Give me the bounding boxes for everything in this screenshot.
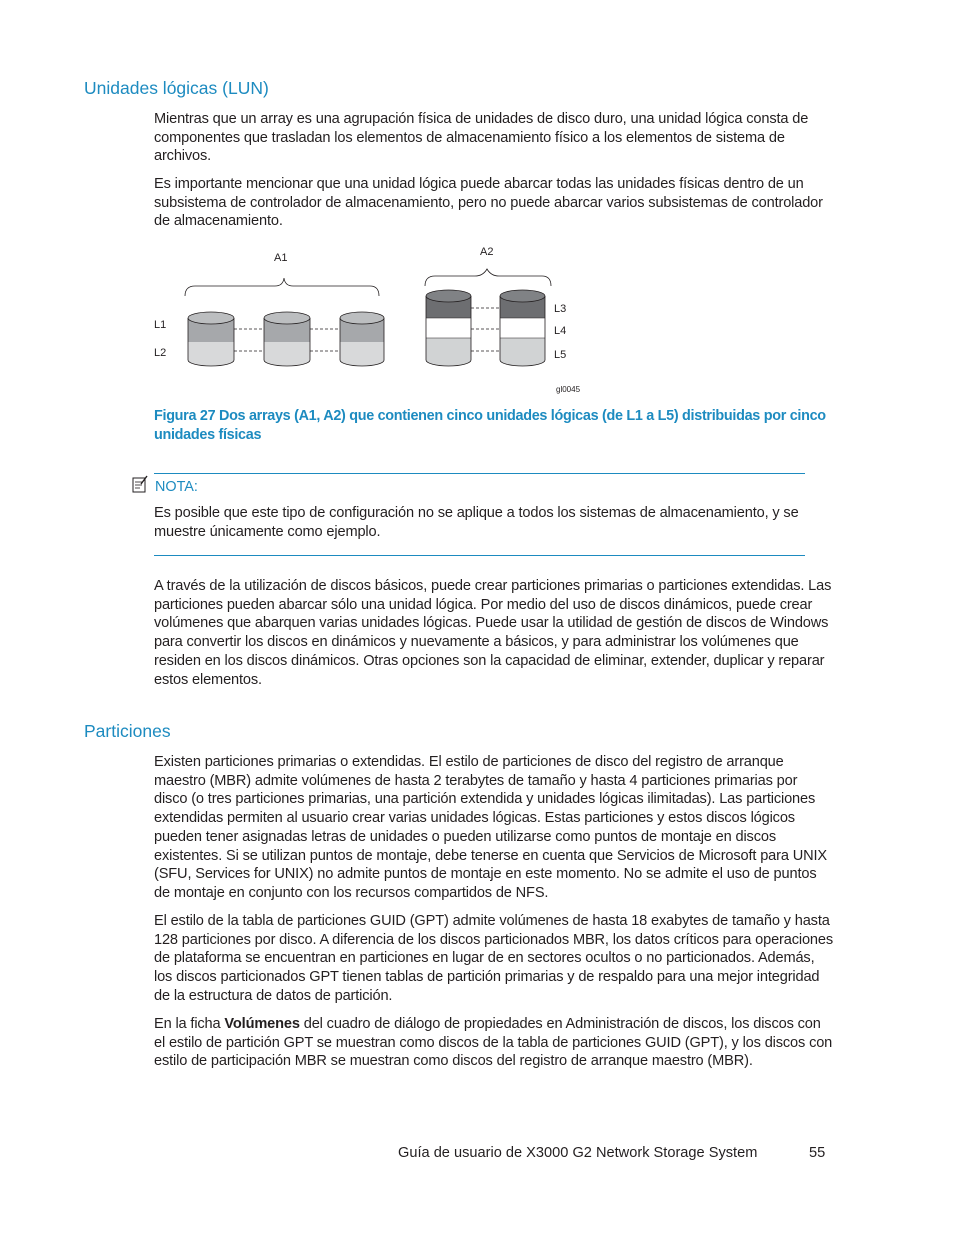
label-l5: L5 bbox=[554, 349, 567, 361]
array2-brace bbox=[425, 269, 551, 286]
note-bottom-rule bbox=[154, 555, 805, 556]
disks-paragraph: A través de la utilización de discos básicos, puede crear particiones primarias o particiones extendidas. Las particiones pueden abarcar sólo una unidad lógica. Por medio del uso de discos dinámicos, puede crear volúmenes que abarquen varias unidades lógicas. Puede usar la utilidad de gestión de discos de Windows para convertir los discos en dinámicos y nuevamente a básicos, y para administrar los volúmenes que residen en los discos dinámicos. Otras opciones son la capacidad de eliminar, extender, duplicar y reparar estos elementos. bbox=[154, 578, 832, 688]
para3-lead: En la ficha bbox=[154, 1016, 225, 1032]
note-top-rule bbox=[154, 473, 805, 474]
volumenes-tab-name: Volúmenes bbox=[224, 1016, 300, 1032]
figure-id: gl0045 bbox=[556, 385, 581, 394]
array1-brace bbox=[185, 278, 379, 296]
note-icon bbox=[132, 475, 148, 493]
array1-label: A1 bbox=[274, 252, 288, 264]
disk-a1-3 bbox=[340, 312, 384, 366]
arrays-figure bbox=[150, 238, 590, 408]
array2-label: A2 bbox=[480, 246, 494, 258]
label-l1: L1 bbox=[154, 319, 167, 331]
disk-a1-2 bbox=[264, 312, 310, 366]
figure-caption: Figura 27 Dos arrays (A1, A2) que contienen cinco unidades lógicas (de L1 a L5) distribuidas por cinco unidades físicas bbox=[154, 408, 826, 443]
section-title-particiones: Particiones bbox=[84, 721, 171, 741]
disk-a2-2 bbox=[500, 290, 545, 366]
note-label: NOTA: bbox=[155, 479, 198, 495]
label-l2: L2 bbox=[154, 347, 167, 359]
particiones-paragraph-2: El estilo de la tabla de particiones GUID (GPT) admite volúmenes de hasta 18 exabytes de tamaño y hasta 128 particiones por disco. A diferencia de los discos particionados MBR, los datos críticos para operaciones de plataforma se encuentran en particiones en lugar de en sectores ocultos o no particionados. Además, los discos particionados GPT tienen tablas de partición primarias y de respaldo para una mejor integridad de la estructura de datos de partición. bbox=[154, 913, 833, 1004]
label-l4: L4 bbox=[554, 325, 567, 337]
lun-paragraph-1: Mientras que un array es una agrupación física de unidades de disco duro, una unidad lógica consta de componentes que trasladan los elementos de almacenamiento físico a los elementos de sistema de archivos. bbox=[154, 111, 809, 165]
page-number: 55 bbox=[809, 1145, 826, 1161]
section-title-lun: Unidades lógicas (LUN) bbox=[84, 78, 269, 98]
particiones-paragraph-1: Existen particiones primarias o extendidas. El estilo de particiones de disco del registro de arranque maestro (MBR) admite volúmenes de hasta 2 terabytes de tamaño y hasta 4 particiones primarias por disco (o tres particiones primarias, una partición extendida y unidades lógicas ilimitadas). Las particiones extendidas permiten al usuario crear varias unidades lógicas. Estas particiones y estos discos lógicos pueden tener asignadas letras de unidades o pueden utilizarse como puntos de montaje en discos existentes. Si se utilizan puntos de montaje, debe tenerse en cuenta que Servicios de Microsoft para UNIX (SFU, Services for UNIX) no admite puntos de montaje en este momento. No se admite el uso de puntos de montaje en conjunto con los recursos compartidos de NFS. bbox=[154, 754, 827, 901]
note-text: Es posible que este tipo de configuración no se aplique a todos los sistemas de almacenamiento, y se muestre únicamente como ejemplo. bbox=[154, 505, 799, 540]
lun-paragraph-2: Es importante mencionar que una unidad lógica puede abarcar todas las unidades físicas dentro de un subsistema de controlador de almacenamiento, pero no puede abarcar varios subsistemas de controlador de almacenamiento. bbox=[154, 176, 823, 230]
a2-lun-links bbox=[471, 308, 500, 351]
para3-rest: del cuadro de diálogo de propiedades en Administración de discos, los discos con el estilo de partición GPT se muestran como discos de la tabla de particiones GUID (GPT), y los discos con estilo de participación MBR se muestran como discos del registro de arranque maestro (MBR). bbox=[154, 1016, 833, 1070]
particiones-paragraph-3 bbox=[154, 1015, 834, 1071]
disk-a2-1 bbox=[426, 290, 471, 366]
label-l3: L3 bbox=[554, 303, 567, 315]
footer-title: Guía de usuario de X3000 G2 Network Storage System bbox=[398, 1145, 758, 1161]
disk-a1-1 bbox=[188, 312, 234, 366]
